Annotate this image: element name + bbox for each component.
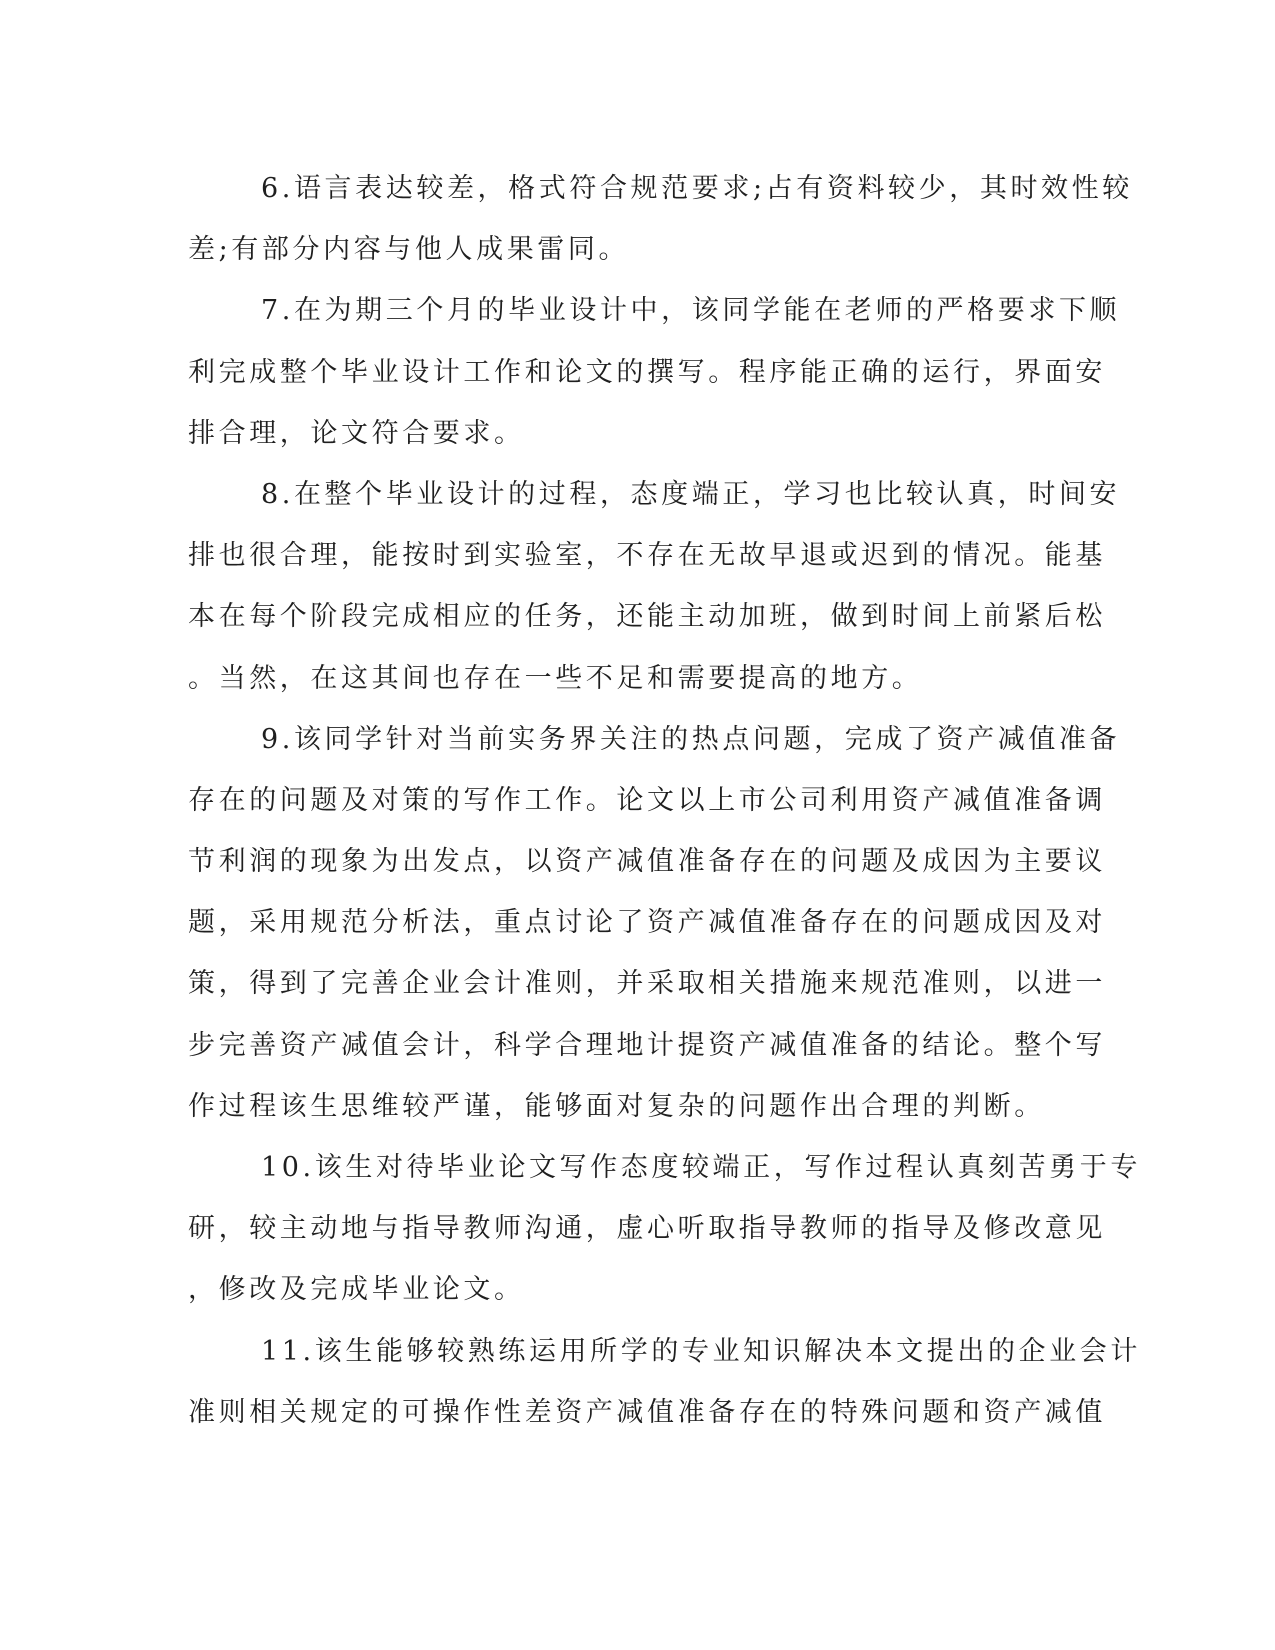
paragraph-7-line: 7.在为期三个月的毕业设计中，该同学能在老师的严格要求下顺 bbox=[261, 295, 1121, 327]
paragraph-11-line: 11.该生能够较熟练运用所学的专业知识解决本文提出的企业会计 bbox=[261, 1335, 1141, 1367]
document-body bbox=[188, 158, 1141, 1443]
paragraph-11-line: 准则相关规定的可操作性差资产减值准备存在的特殊问题和资产减值 bbox=[188, 1396, 1106, 1428]
paragraph-9-line: 存在的问题及对策的写作工作。论文以上市公司利用资产减值准备调 bbox=[188, 784, 1106, 816]
paragraph-9-line: 作过程该生思维较严谨，能够面对复杂的问题作出合理的判断。 bbox=[188, 1090, 1045, 1122]
paragraph-6-line: 6.语言表达较差，格式符合规范要求;占有资料较少，其时效性较 bbox=[261, 173, 1133, 204]
paragraph-10-line: ，修改及完成毕业论文。 bbox=[188, 1274, 525, 1306]
paragraph-7-line: 排合理，论文符合要求。 bbox=[188, 417, 525, 449]
paragraph-6-line: 差;有部分内容与他人成果雷同。 bbox=[188, 234, 630, 266]
paragraph-8-line: 。当然，在这其间也存在一些不足和需要提高的地方。 bbox=[188, 662, 923, 694]
paragraph-9-line: 9.该同学针对当前实务界关注的热点问题，完成了资产减值准备 bbox=[261, 723, 1121, 755]
paragraph-8-line: 排也很合理，能按时到实验室，不存在无故早退或迟到的情况。能基 bbox=[188, 540, 1106, 572]
paragraph-10-line: 10.该生对待毕业论文写作态度较端正，写作过程认真刻苦勇于专 bbox=[261, 1152, 1141, 1183]
paragraph-8-line: 8.在整个毕业设计的过程，态度端正，学习也比较认真，时间安 bbox=[261, 478, 1121, 510]
paragraph-9-line: 题，采用规范分析法，重点讨论了资产减值准备存在的问题成因及对 bbox=[188, 907, 1106, 939]
paragraph-9-line: 节利润的现象为出发点，以资产减值准备存在的问题及成因为主要议 bbox=[188, 846, 1106, 878]
paragraph-8-line: 本在每个阶段完成相应的任务，还能主动加班，做到时间上前紧后松 bbox=[188, 601, 1106, 633]
paragraph-7-line: 利完成整个毕业设计工作和论文的撰写。程序能正确的运行，界面安 bbox=[188, 356, 1106, 388]
paragraph-9-line: 步完善资产减值会计，科学合理地计提资产减值准备的结论。整个写 bbox=[188, 1029, 1106, 1061]
paragraph-9-line: 策，得到了完善企业会计准则，并采取相关措施来规范准则，以进一 bbox=[188, 968, 1106, 1000]
paragraph-10-line: 研，较主动地与指导教师沟通，虚心听取指导教师的指导及修改意见 bbox=[188, 1213, 1106, 1245]
